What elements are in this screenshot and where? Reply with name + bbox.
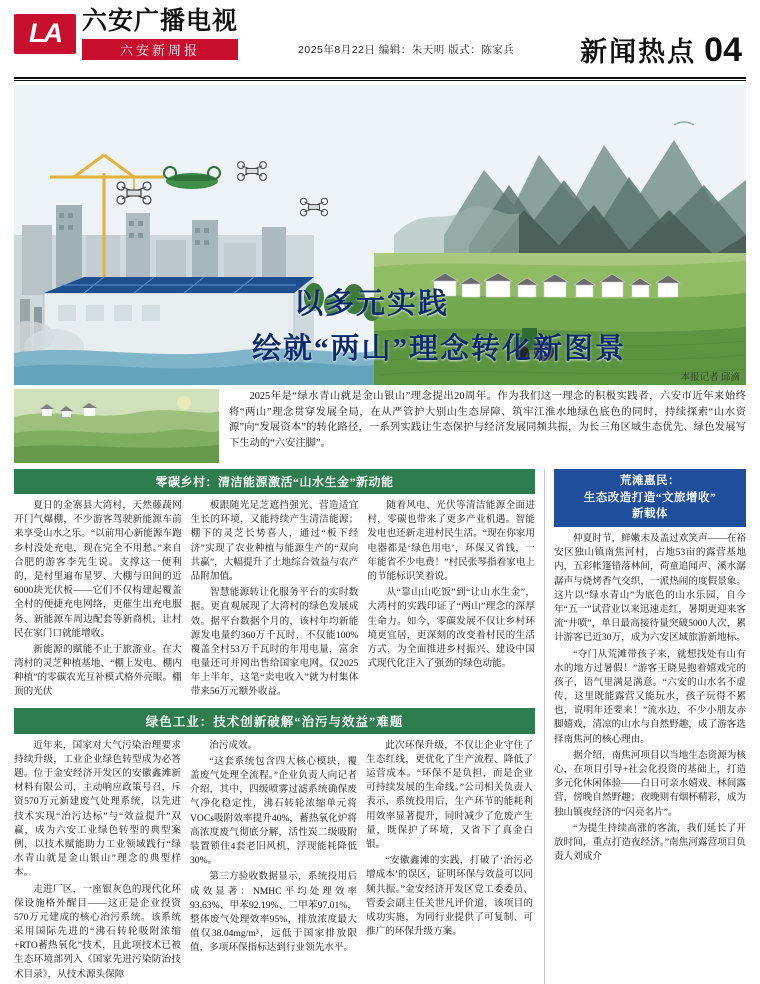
logo-mark-icon: LA — [14, 14, 76, 54]
paragraph: 新能源的赋能不止于旅游业。在大湾村的灵芝种植基地、“棚上发电、棚内种植”的零碳农光互补模式格外亮眼。棚顶的光伏 — [14, 643, 182, 698]
green-industry-columns — [14, 739, 535, 984]
paragraph: “为提生持续高涨的客流，我们延长了开放时间，重点打造夜经济。”南焦河露营项目负责人刘成介 — [553, 822, 746, 863]
section-header — [580, 30, 746, 69]
paragraph: 从“靠山山吃饭”到“让山水生金”，大湾村的实践印证了“两山”理念的深厚生命力。如今，零碳发展不仅让乡村环境更宜居，更深刻的改变着村民的生活方式，为全面推进乡村振兴、建设中国式现代化注入了强劲的绿色动能。 — [367, 587, 536, 670]
lead-block — [14, 389, 746, 463]
zero-carbon-group — [14, 469, 535, 984]
lead-paragraph: 2025年是“绿水青山就是金山银山”理念提出20周年。作为我们这一理念的积极实践者，六安市近年来始终将“两山”理念贯穿发展全局，在从严管护大别山生态屏障、筑牢江淮水地绿色底色的同时，持续探索“山水资源”向“发展资本”的转化路径，一系列实践让生态保护与经济发展同频共振，为长三角区域生态优先、绿色发展写下生动的“六安注脚”。 — [229, 391, 746, 449]
band-green-industry: 绿色工业：技术创新破解“治污与效益”难题 — [14, 708, 535, 734]
paragraph: 夏日的金寨县大湾村，天然藤蔬网开门气爆棚，不少游客驾驶新能源车前来享受山水之乐。“以前用心新能源车跑乡村没处充电，现在完全不用愁。”来自合肥的游客李先生说。支撑这一便利的，是村里遍布星罗、大棚与田间的近6000块光伏板——它们不仅构建起覆盖全村的便捷充电网络，更催生出充电服务、新能源车周边配套等新商机，让村民在家门口就能增收。 — [14, 500, 182, 639]
paragraph: 仲夏时节，鲜嫩未及盖过欢笑声——在裕安区独山镇南焦河村，占地53亩的露营基地内，五彩帐篷错落林间，荷童追闻声、溪水潺潺声与烧烤香气交织，一派热闹的度假景象。这片以“绿水青山”为底色的山水乐园，自今年“五一”试营业以来迅速走红，暑期更迎来客流“井喷”，单日最高接待量突破5000人次，累计游客已近30万，成为六安区域旅游新地标。 — [553, 533, 746, 644]
gi-col-1 — [14, 739, 181, 984]
band-line-1: 荒滩惠民： — [619, 475, 680, 487]
paragraph: 第三方验收数据显示，系统投用后成效显著：NMHC平均处理效率93.63%、甲苯92.19%、二甲苯97.01%，整体废气处理效率95%，排放浓度最大值仅38.04mg/m³，远低于国家排放限值，多项环保指标达到行业领先水平。 — [190, 871, 357, 954]
section-green-industry — [14, 708, 535, 984]
publication-title: 六安广播电视 — [82, 8, 239, 35]
publication-subtitle: 六安新周报 — [82, 39, 238, 60]
column-divider — [544, 469, 545, 984]
zc-col-3 — [367, 499, 535, 702]
paragraph: 随着风电、光伏等清洁能源全面进村，零碳也带来了更多产业机遇。智能发电也还新走进村民生活。“现在你家用电器都是‘绿色用电’，环保又省钱，一年能省不少电费！”村民张琴指着家电上的节能标识笑着说。 — [367, 500, 536, 582]
masthead-rule — [14, 77, 746, 79]
logo-text — [82, 8, 238, 60]
paragraph: 近年来，国家对大气污染治理要求持续升级，工业企业绿色转型成为必答题。位于金安经济开发区的安徽鑫滩新材料有限公司，主动响应政策号召，斥资570万元新建废气处理系统，以先进技术实现“治污达标”与“效益提升”双赢，成为六安工业绿色转型的典型案例，以技术赋能助力工业领域践行“绿水青山就是金山银山”理念的典型样本。 — [14, 739, 181, 879]
section-zero-carbon — [14, 469, 746, 984]
band-line-2: 生态改造打造“文旅增收” — [583, 491, 717, 504]
band-line-3: 新载体 — [631, 508, 668, 521]
paragraph: 走进厂区，一座银灰色的现代化环保设施格外醒目——这正是企业投资570万元建成的核心治污系统。该系统采用国际先进的“沸石转轮吸附浓缩+RTO蓄热氧化”技术，且此项技术已被生态环境部列入《国家先进污染防治技术目录》，从技术源头保障 — [14, 883, 181, 980]
gi-col-2 — [190, 739, 357, 984]
hero-illustration — [14, 85, 746, 385]
issue-meta: 2025年8月22日 编辑：朱天明 版式：陈家兵 — [298, 44, 515, 56]
band-beach-benefit — [554, 469, 746, 527]
gi-col-3 — [366, 739, 533, 984]
zc-col-2 — [191, 499, 359, 702]
side-column — [554, 469, 746, 984]
page-number: 04 — [704, 31, 742, 69]
zero-carbon-columns — [14, 499, 535, 702]
paragraph: 智慧能源转让化服务平台的实时数据。更直观展现了大湾村的绿色发展成效。据平台数据个月的，该村年均新能源发电量约360万千瓦时，不仅能100%覆盖全村53万千瓦时的年用电量，富余电量还可并网出售给国家电网。仅2025年上半年，这笔“卖电收入”就为村集体带来56万元额外收益。 — [190, 587, 359, 698]
masthead-rule-thin — [14, 80, 746, 81]
paragraph: 此次环保升级，不仅让企业守住了生态红线，更优化了生产流程、降低了运营成本。“环保不是负担，而是企业可持续发展的生命线。”公司相关负责人表示，系统投用后，生产环节的能耗利用效率显著提升，同时减少了危废产生量，既保护了环境，又省下了真金白银。 — [366, 739, 533, 850]
paragraph: 治污成效。 — [209, 739, 258, 751]
headline — [252, 281, 626, 367]
section-title: 新闻热点 — [580, 37, 697, 67]
headline-line-2: 绘就“两山”理念转化新图景 — [252, 333, 627, 365]
headline-line-1: 以多元实践 — [294, 288, 450, 320]
lead-photo — [14, 389, 219, 463]
paragraph: 据介绍，南焦河项目以当地生态资源为核心，在项目引导+社会化投资的基础上，打造多元化休闲体验——白日可亲水嬉戏、林间露营，傍晚自然野趣；夜晚则有烟杯精彩，成为独山镇夜经济的“闪亮名片”。 — [553, 749, 746, 818]
paragraph: “夺门从荒滩带孩子来，就想找处有山有水的地方过暑假！”游客王晓晃抱着嬉戏完的孩子，语气里满是满意。“六安的山水名不虚传，这里既能露营又能玩水，孩子玩得不累也，说明年还要来！”流水边，不少小朋友赤脚嬉戏，清凉的山水与自然野趣，成了游客选择南焦河的核心理由。 — [553, 648, 746, 745]
lead-photo-icon — [14, 389, 219, 463]
publication-logo — [14, 8, 238, 60]
zc-col-1 — [14, 499, 182, 702]
paragraph: “安徽鑫滩的实践，打破了‘治污必增成本’的误区，证明环保与效益可以同频共振。”金安经济开发区党工委委员、管委会副主任关世凡评价道，该项目的成功实施，为同行业提供了可复制、可推广的环保升级方案。 — [366, 855, 533, 938]
paragraph: “这套系统包含四大核心模块，覆盖废气处理全流程。”企业负责人向记者介绍，其中，四级喷雾过滤系统确保废气净化稳定性，沸石转轮浓缩单元将VOCs吸附效率提升40%，蓄热氧化炉将高浓度废气彻底分解，活性炭二级吸附装置锁住4套老旧风机，浮现能耗降低30%。 — [190, 755, 357, 867]
headline-byline: 本报记者 邱滴 — [680, 373, 740, 383]
band-zero-carbon: 零碳乡村：清洁能源激活“山水生金”新动能 — [14, 469, 535, 494]
paragraph: 板跟随光足芝遮挡强光、营造适宜生长的环境，又能持续产生清洁能源；棚下的灵芝长势喜人，通过“板下经济”实现了农业种植与能源生产的“双向共赢”，大幅提升了土地综合效益与农产品附加值。 — [190, 500, 359, 582]
masthead — [0, 0, 760, 74]
